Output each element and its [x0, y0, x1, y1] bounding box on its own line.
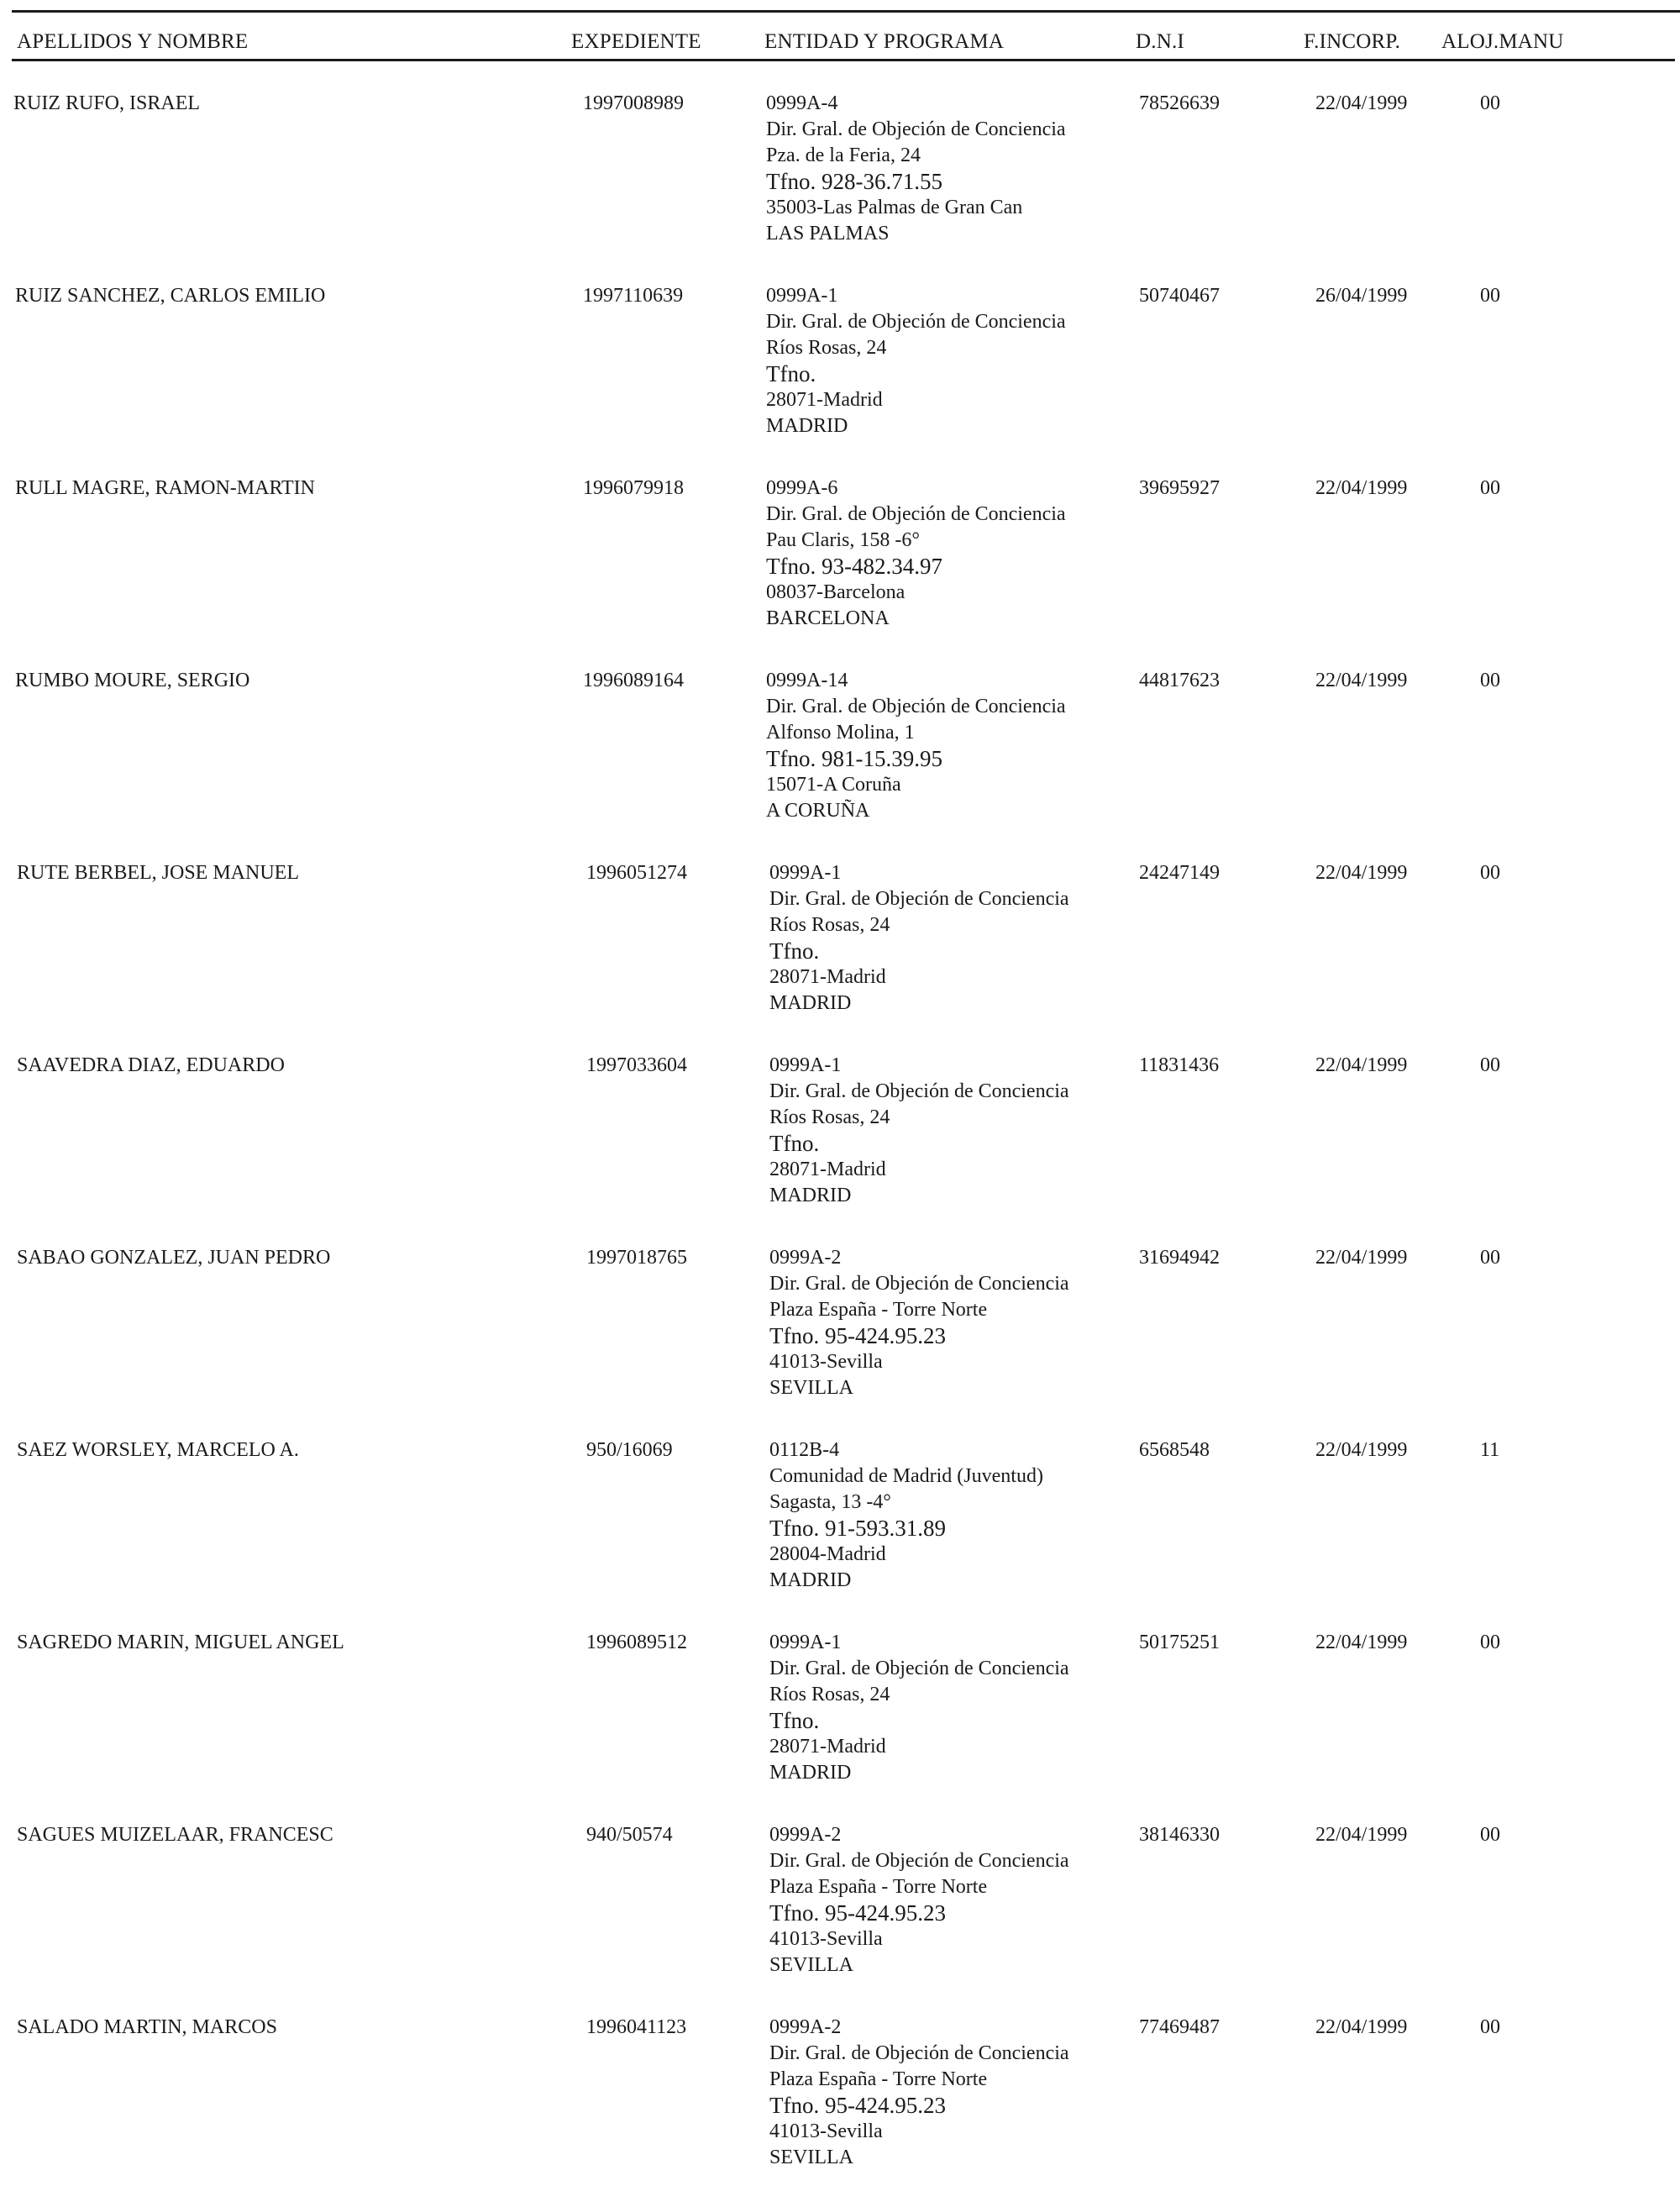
expediente-number: 1997018765: [586, 1247, 687, 1269]
incorporation-date: 22/04/1999: [1315, 862, 1408, 884]
organization: Comunidad de Madrid (Juventud): [769, 1465, 1043, 1487]
person-name: SAEZ WORSLEY, MARCELO A.: [17, 1439, 299, 1461]
incorporation-date: 26/04/1999: [1315, 285, 1408, 307]
aloj-manu-code: 00: [1480, 2016, 1500, 2038]
address: Ríos Rosas, 24: [769, 914, 890, 936]
telephone: Tfno. 981-15.39.95: [766, 746, 942, 771]
dni-number: 44817623: [1139, 670, 1220, 691]
dni-number: 38146330: [1139, 1824, 1220, 1846]
organization: Dir. Gral. de Objeción de Conciencia: [769, 1658, 1069, 1679]
city: 41013-Sevilla: [769, 1351, 883, 1373]
header-entidad: ENTIDAD Y PROGRAMA: [764, 30, 1005, 53]
province: MADRID: [769, 1185, 852, 1206]
header-dni: D.N.I: [1136, 30, 1184, 53]
program-code: 0999A-14: [766, 670, 848, 691]
expediente-number: 940/50574: [586, 1824, 673, 1846]
province: MADRID: [769, 1762, 852, 1784]
address: Ríos Rosas, 24: [769, 1684, 890, 1705]
header-expediente: EXPEDIENTE: [571, 30, 701, 53]
organization: Dir. Gral. de Objeción de Conciencia: [769, 1273, 1069, 1295]
telephone: Tfno. 91-593.31.89: [769, 1516, 946, 1541]
city: 41013-Sevilla: [769, 2120, 883, 2142]
aloj-manu-code: 00: [1480, 670, 1500, 691]
entity-block: [766, 91, 1152, 247]
dni-number: 24247149: [1139, 862, 1220, 884]
aloj-manu-code: 00: [1480, 1824, 1500, 1846]
organization: Dir. Gral. de Objeción de Conciencia: [769, 1850, 1069, 1872]
address: Alfonso Molina, 1: [766, 722, 915, 744]
province: SEVILLA: [769, 1954, 853, 1976]
telephone: Tfno.: [766, 361, 816, 386]
expediente-number: 950/16069: [586, 1439, 673, 1461]
city: 28071-Madrid: [766, 389, 883, 411]
program-code: 0999A-2: [769, 1824, 842, 1846]
address: Sagasta, 13 -4°: [769, 1491, 891, 1513]
telephone: Tfno. 93-482.34.97: [766, 554, 942, 579]
city: 15071-A Coruña: [766, 774, 901, 796]
person-name: SABAO GONZALEZ, JUAN PEDRO: [17, 1247, 331, 1269]
expediente-number: 1997033604: [586, 1054, 687, 1076]
person-name: SALADO MARTIN, MARCOS: [17, 2016, 277, 2038]
entity-block: [769, 1245, 1156, 1401]
expediente-number: 1996079918: [583, 477, 684, 499]
city: 28071-Madrid: [769, 966, 886, 988]
person-name: RUIZ RUFO, ISRAEL: [13, 92, 201, 114]
program-code: 0999A-1: [769, 1632, 842, 1653]
entity-block: [766, 668, 1152, 824]
organization: Dir. Gral. de Objeción de Conciencia: [766, 311, 1066, 333]
expediente-number: 1996089512: [586, 1632, 687, 1653]
entity-block: [766, 283, 1152, 439]
table-row: [0, 91, 1680, 283]
aloj-manu-code: 00: [1480, 1247, 1500, 1269]
telephone: Tfno. 928-36.71.55: [766, 169, 942, 194]
dni-number: 50175251: [1139, 1632, 1220, 1653]
expediente-number: 1996089164: [583, 670, 684, 691]
incorporation-date: 22/04/1999: [1315, 2016, 1408, 2038]
table-row: [0, 668, 1680, 860]
program-code: 0112B-4: [769, 1439, 840, 1461]
province: SEVILLA: [769, 1377, 853, 1399]
province: MADRID: [766, 415, 848, 437]
province: A CORUÑA: [766, 800, 870, 822]
program-code: 0999A-1: [766, 285, 838, 307]
expediente-number: 1996041123: [586, 2016, 687, 2038]
entity-block: [769, 1822, 1156, 1978]
person-name: SAGUES MUIZELAAR, FRANCESC: [17, 1824, 333, 1846]
address: Plaza España - Torre Norte: [769, 1299, 988, 1321]
header-name: APELLIDOS Y NOMBRE: [17, 30, 249, 53]
dni-number: 39695927: [1139, 477, 1220, 499]
incorporation-date: 22/04/1999: [1315, 92, 1408, 114]
incorporation-date: 22/04/1999: [1315, 1247, 1408, 1269]
dni-number: 11831436: [1139, 1054, 1220, 1076]
dni-number: 6568548: [1139, 1439, 1210, 1461]
province: MADRID: [769, 1569, 852, 1591]
aloj-manu-code: 11: [1480, 1439, 1500, 1461]
table-row: [0, 1822, 1680, 2015]
expediente-number: 1997008989: [583, 92, 684, 114]
person-name: RUIZ SANCHEZ, CARLOS EMILIO: [15, 285, 326, 307]
telephone: Tfno. 95-424.95.23: [769, 1323, 946, 1348]
organization: Dir. Gral. de Objeción de Conciencia: [769, 888, 1069, 910]
aloj-manu-code: 00: [1480, 1054, 1500, 1076]
address: Ríos Rosas, 24: [769, 1106, 890, 1128]
person-name: SAAVEDRA DIAZ, EDUARDO: [17, 1054, 285, 1076]
address: Plaza España - Torre Norte: [769, 1876, 988, 1898]
dni-number: 31694942: [1139, 1247, 1220, 1269]
organization: Dir. Gral. de Objeción de Conciencia: [766, 118, 1066, 140]
program-code: 0999A-2: [769, 2016, 842, 2038]
table-header: [0, 25, 1680, 59]
incorporation-date: 22/04/1999: [1315, 1824, 1408, 1846]
address: Pau Claris, 158 -6°: [766, 529, 920, 551]
incorporation-date: 22/04/1999: [1315, 1439, 1408, 1461]
city: 28071-Madrid: [769, 1736, 886, 1758]
table-row: [0, 1245, 1680, 1437]
city: 41013-Sevilla: [769, 1928, 883, 1950]
incorporation-date: 22/04/1999: [1315, 477, 1408, 499]
person-name: RULL MAGRE, RAMON-MARTIN: [15, 477, 315, 499]
telephone: Tfno.: [769, 1131, 820, 1156]
header-rule: [12, 59, 1675, 61]
expediente-number: 1997110639: [583, 285, 684, 307]
table-row: [0, 283, 1680, 476]
entity-block: [769, 1437, 1156, 1594]
header-aloj: ALOJ.MANU: [1441, 30, 1564, 53]
telephone: Tfno.: [769, 1708, 820, 1733]
province: LAS PALMAS: [766, 223, 890, 244]
top-rule: [12, 10, 1680, 13]
address: Pza. de la Feria, 24: [766, 145, 921, 166]
organization: Dir. Gral. de Objeción de Conciencia: [769, 2042, 1069, 2064]
incorporation-date: 22/04/1999: [1315, 1632, 1408, 1653]
entity-block: [769, 2015, 1156, 2171]
organization: Dir. Gral. de Objeción de Conciencia: [769, 1080, 1069, 1102]
entity-block: [769, 1630, 1156, 1786]
address: Ríos Rosas, 24: [766, 337, 887, 359]
dni-number: 77469487: [1139, 2016, 1220, 2038]
organization: Dir. Gral. de Objeción de Conciencia: [766, 696, 1066, 717]
city: 08037-Barcelona: [766, 581, 906, 603]
aloj-manu-code: 00: [1480, 1632, 1500, 1653]
person-name: RUMBO MOURE, SERGIO: [15, 670, 250, 691]
city: 35003-Las Palmas de Gran Can: [766, 197, 1023, 218]
table-row: [0, 860, 1680, 1053]
telephone: Tfno.: [769, 938, 820, 964]
province: SEVILLA: [769, 2147, 853, 2168]
address: Plaza España - Torre Norte: [769, 2068, 988, 2090]
entity-block: [766, 476, 1152, 632]
city: 28004-Madrid: [769, 1543, 886, 1565]
city: 28071-Madrid: [769, 1159, 886, 1180]
table-row: [0, 1630, 1680, 1822]
entity-block: [769, 1053, 1156, 1209]
telephone: Tfno. 95-424.95.23: [769, 2093, 946, 2118]
aloj-manu-code: 00: [1480, 285, 1500, 307]
person-name: RUTE BERBEL, JOSE MANUEL: [17, 862, 299, 884]
expediente-number: 1996051274: [586, 862, 687, 884]
telephone: Tfno. 95-424.95.23: [769, 1900, 946, 1926]
province: MADRID: [769, 992, 852, 1014]
person-name: SAGREDO MARIN, MIGUEL ANGEL: [17, 1632, 344, 1653]
table-row: [0, 1437, 1680, 1630]
entity-block: [769, 860, 1156, 1017]
program-code: 0999A-1: [769, 1054, 842, 1076]
aloj-manu-code: 00: [1480, 862, 1500, 884]
program-code: 0999A-6: [766, 477, 838, 499]
aloj-manu-code: 00: [1480, 477, 1500, 499]
incorporation-date: 22/04/1999: [1315, 670, 1408, 691]
table-row: [0, 2015, 1680, 2207]
table-body: [0, 91, 1680, 2207]
table-row: [0, 1053, 1680, 1245]
table-row: [0, 476, 1680, 668]
organization: Dir. Gral. de Objeción de Conciencia: [766, 503, 1066, 525]
dni-number: 50740467: [1139, 285, 1220, 307]
dni-number: 78526639: [1139, 92, 1220, 114]
province: BARCELONA: [766, 607, 890, 629]
program-code: 0999A-1: [769, 862, 842, 884]
program-code: 0999A-4: [766, 92, 838, 114]
incorporation-date: 22/04/1999: [1315, 1054, 1408, 1076]
program-code: 0999A-2: [769, 1247, 842, 1269]
header-fecha: F.INCORP.: [1304, 30, 1401, 53]
aloj-manu-code: 00: [1480, 92, 1500, 114]
